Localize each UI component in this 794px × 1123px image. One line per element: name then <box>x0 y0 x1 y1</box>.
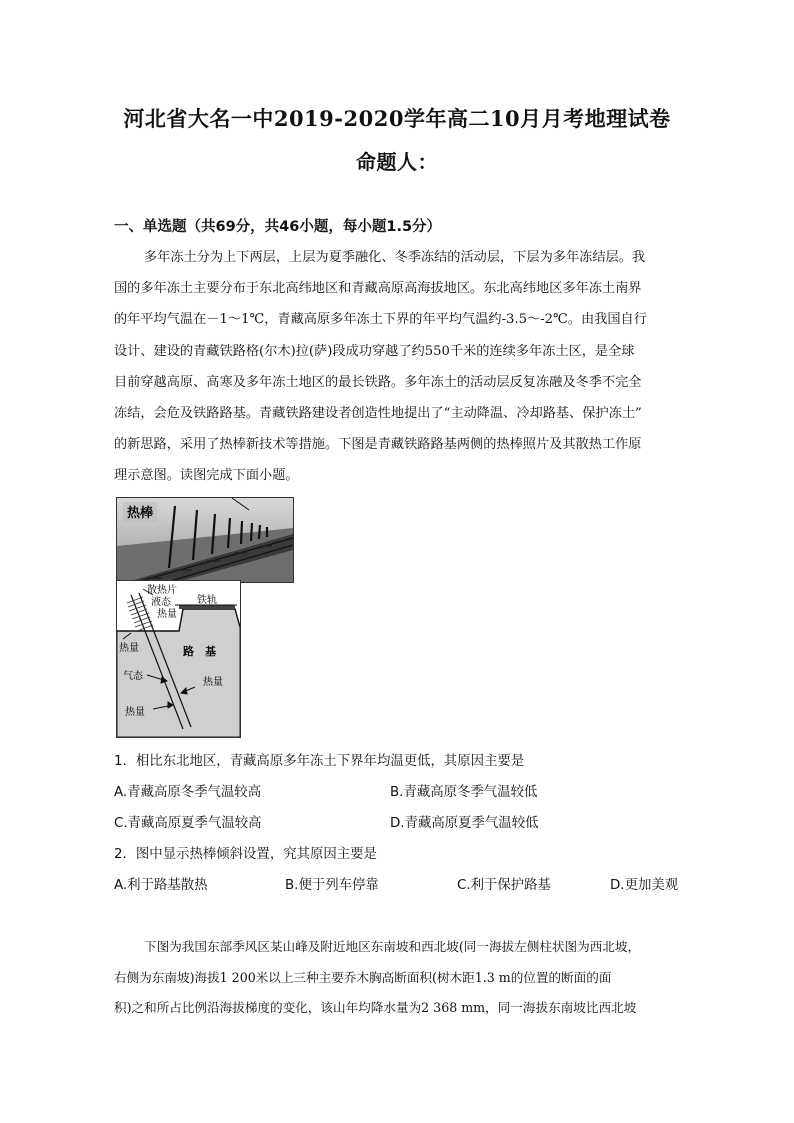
photo-label: 热棒 <box>127 506 154 521</box>
q2-option-c[interactable]: C.利于保护路基 <box>457 878 551 893</box>
passage-line: 冻结，会危及铁路路基。青藏铁路建设者创造性地提出了“主动降温、冷却路基、保护冻土” <box>114 406 642 422</box>
passage-line: 设计、建设的青藏铁路格(尔木)拉(萨)段成功穿越了约550千米的连续多年冻土区，是全球 <box>114 343 635 359</box>
q2-option-b[interactable]: B.便于列车停靠 <box>285 878 379 893</box>
page-title: 河北省大名一中2019-2020学年高二10月月考地理试卷 <box>123 106 671 131</box>
question-2-stem: 2．图中显示热棒倾斜设置，究其原因主要是 <box>114 847 377 862</box>
q1-option-a[interactable]: A.青藏高原冬季气温较高 <box>114 785 262 800</box>
heat-rod-diagram <box>116 580 241 738</box>
passage-line: 多年冻土分为上下两层，上层为夏季融化、冬季冻结的活动层，下层为多年冻结层。我 <box>144 250 646 265</box>
passage-line: 下图为我国东部季风区某山峰及附近地区东南坡和西北坡(同一海拔左侧柱状图为西北坡， <box>144 939 641 954</box>
q2-option-a[interactable]: A.利于路基散热 <box>114 878 208 893</box>
label-fins: 散热片 <box>147 585 177 596</box>
author-line: 命题人： <box>356 150 438 174</box>
q1-option-d[interactable]: D.青藏高原夏季气温较低 <box>390 816 539 831</box>
passage-line: 国的多年冻土主要分布于东北高纬地区和青藏高原高海拔地区。东北高纬地区多年冻土南界 <box>114 281 642 297</box>
label-gas: 气态 <box>123 671 143 682</box>
passage-line: 目前穿越高原、高寒及多年冻土地区的最长铁路。多年冻土的活动层反复冻融及冬季不完全 <box>114 374 642 390</box>
question-1-stem: 1．相比东北地区，青藏高原多年冻土下界年均温更低，其原因主要是 <box>114 754 525 769</box>
passage-line: 右侧为东南坡)海拔1 200米以上三种主要乔木胸高断面积(树木距1.3 m的位置的断面的面 <box>114 969 612 985</box>
heat-rod-photo <box>116 497 294 583</box>
label-heat-right: 热量 <box>203 677 223 688</box>
label-heat-left: 热量 <box>119 643 139 654</box>
passage-line: 积)之和所占比例沿海拔梯度的变化，该山年均降水量为2 368 mm，同一海拔东南坡比西北坡 <box>114 1000 637 1015</box>
label-rail: 铁轨 <box>197 595 217 606</box>
label-roadbed: 路 基 <box>183 645 216 658</box>
label-liquid: 液态 <box>151 597 171 608</box>
label-heat-top: 热量 <box>157 609 177 620</box>
label-heat-bottom: 热量 <box>125 707 145 718</box>
q1-option-b[interactable]: B.青藏高原冬季气温较低 <box>390 785 538 800</box>
passage-2 <box>114 932 682 1024</box>
passage-line: 的年平均气温在－1～1℃，青藏高原多年冻土下界的年平均气温约-3.5～-2℃。由我国自行 <box>114 312 647 328</box>
section-heading: 一、单选题（共69分，共46小题，每小题1.5分） <box>114 219 442 235</box>
passage-line: 的新思路，采用了热棒新技术等措施。下图是青藏铁路路基两侧的热棒照片及其散热工作原 <box>114 437 642 453</box>
passage-1 <box>114 242 682 492</box>
q2-option-d[interactable]: D.更加美观 <box>610 878 679 893</box>
q1-option-c[interactable]: C.青藏高原夏季气温较高 <box>114 816 262 831</box>
passage-line: 理示意图。读图完成下面小题。 <box>114 468 299 484</box>
